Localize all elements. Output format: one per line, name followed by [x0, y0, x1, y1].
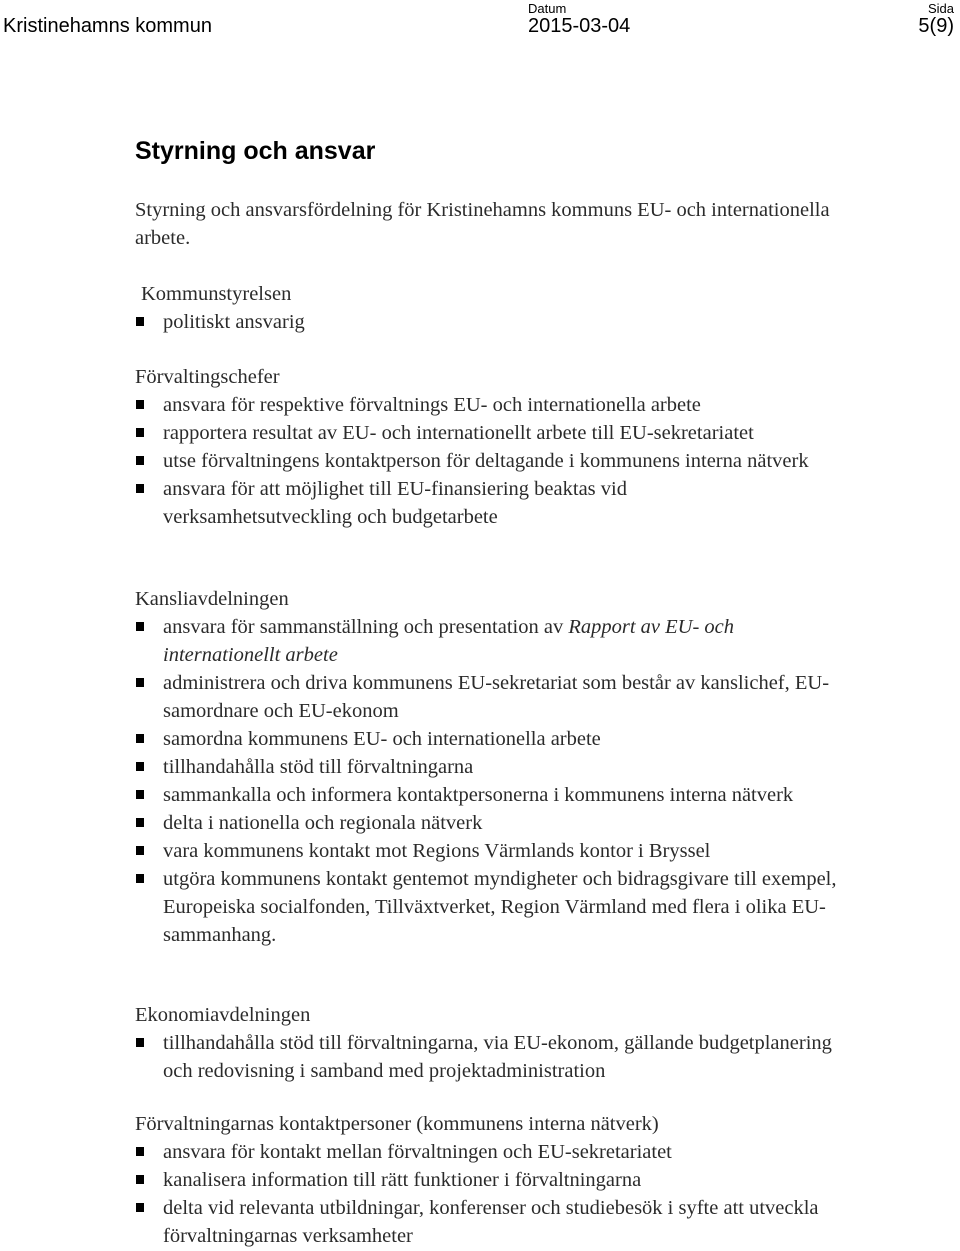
list-item	[135, 613, 843, 669]
square-bullet-icon	[136, 734, 144, 743]
list-item-text: utgöra kommunens kontakt gentemot myndigheter och bidragsgivare till exempel, Europeiska socialfonden, Tillväxtverket, Region Värmland med flera i olika EU-sammanhang.	[163, 868, 837, 946]
list-item-text: kanalisera information till rätt funktioner i förvaltningarna	[163, 1169, 642, 1191]
section-heading: Kommunstyrelsen	[141, 283, 292, 305]
list-item-text: tillhandahålla stöd till förvaltningarna, via EU-ekonom, gällande budgetplanering och redovisning i samband med projektadministration	[163, 1032, 832, 1082]
list-item-text: tillhandahålla stöd till förvaltningarna	[163, 756, 474, 778]
list-item	[135, 725, 925, 753]
intro-paragraph: Styrning och ansvarsfördelning för Kristinehamns kommuns EU- och internationella arbete.	[135, 199, 830, 249]
section-heading: Ekonomiavdelningen	[135, 1004, 311, 1026]
list-item	[135, 669, 923, 725]
bullet-list	[135, 391, 925, 531]
section-ekonomiavdelningen	[135, 1001, 925, 1085]
list-item	[135, 391, 925, 419]
list-item-text: administrera och driva kommunens EU-sekretariat som består av kanslichef, EU-samordnare och EU-ekonom	[163, 672, 830, 722]
section-heading: Förvaltingschefer	[135, 366, 280, 388]
list-item	[135, 837, 925, 865]
list-item	[135, 447, 843, 475]
section-forvaltningschefer	[135, 363, 925, 531]
bullet-list	[135, 613, 925, 949]
list-item	[135, 1138, 925, 1166]
list-item-text: ansvara för kontakt mellan förvaltningen och EU-sekretariatet	[163, 1141, 672, 1163]
square-bullet-icon	[136, 846, 144, 855]
square-bullet-icon	[136, 678, 144, 687]
square-bullet-icon	[136, 818, 144, 827]
list-item	[135, 753, 925, 781]
list-item-text: samordna kommunens EU- och internationella arbete	[163, 728, 601, 750]
section-heading: Kansliavdelningen	[135, 588, 289, 610]
square-bullet-icon	[136, 790, 144, 799]
list-item	[135, 1166, 925, 1194]
list-item	[135, 1194, 843, 1250]
section-heading: Förvaltningarnas kontaktpersoner (kommunens interna nätverk)	[135, 1113, 659, 1135]
header-date-label: Datum	[528, 1, 567, 16]
square-bullet-icon	[136, 400, 144, 409]
square-bullet-icon	[136, 1038, 144, 1047]
square-bullet-icon	[136, 1175, 144, 1184]
list-item-text: vara kommunens kontakt mot Regions Värmlands kontor i Bryssel	[163, 840, 711, 862]
square-bullet-icon	[136, 428, 144, 437]
bullet-list	[135, 1138, 925, 1250]
header-page-number: 5(9)	[918, 15, 954, 37]
list-item	[135, 1029, 863, 1085]
list-item-text: utse förvaltningens kontaktperson för deltagande i kommunens interna nätverk	[163, 450, 809, 472]
header-page-label: Sida	[927, 1, 954, 16]
list-item-text: sammankalla och informera kontaktpersonerna i kommunens interna nätverk	[163, 784, 794, 806]
list-item-text: ansvara för sammanställning och presentation av	[163, 616, 569, 638]
list-item-text: delta i nationella och regionala nätverk	[163, 812, 483, 834]
square-bullet-icon	[136, 1203, 144, 1212]
section-kontaktpersoner	[135, 1110, 925, 1250]
header-date: 2015-03-04	[528, 15, 631, 37]
square-bullet-icon	[136, 762, 144, 771]
list-item-text: politiskt ansvarig	[163, 311, 305, 333]
section-kommunstyrelsen	[135, 280, 925, 336]
list-item	[135, 809, 925, 837]
list-item	[135, 419, 925, 447]
list-item	[135, 475, 743, 531]
list-item-text: delta vid relevanta utbildningar, konferenser och studiebesök i syfte att utveckla förvaltningarnas verksamheter	[163, 1197, 819, 1247]
list-item	[135, 308, 925, 336]
square-bullet-icon	[136, 622, 144, 631]
square-bullet-icon	[136, 317, 144, 326]
square-bullet-icon	[136, 1147, 144, 1156]
list-item-text: ansvara för att möjlighet till EU-finansiering beaktas vid verksamhetsutveckling och budgetarbete	[163, 478, 627, 528]
square-bullet-icon	[136, 456, 144, 465]
list-item-text: ansvara för respektive förvaltnings EU- och internationella arbete	[163, 394, 701, 416]
list-item	[135, 865, 883, 949]
page-title: Styrning och ansvar	[135, 137, 376, 165]
square-bullet-icon	[136, 874, 144, 883]
bullet-list	[135, 308, 925, 336]
report-title-italic: Rapport av EU- och internationellt arbete	[163, 616, 734, 666]
square-bullet-icon	[136, 484, 144, 493]
bullet-list	[135, 1029, 925, 1085]
header-organization: Kristinehamns kommun	[3, 15, 212, 37]
list-item	[135, 781, 843, 809]
section-kansliavdelningen	[135, 585, 925, 949]
list-item-text: rapportera resultat av EU- och internationellt arbete till EU-sekretariatet	[163, 422, 754, 444]
